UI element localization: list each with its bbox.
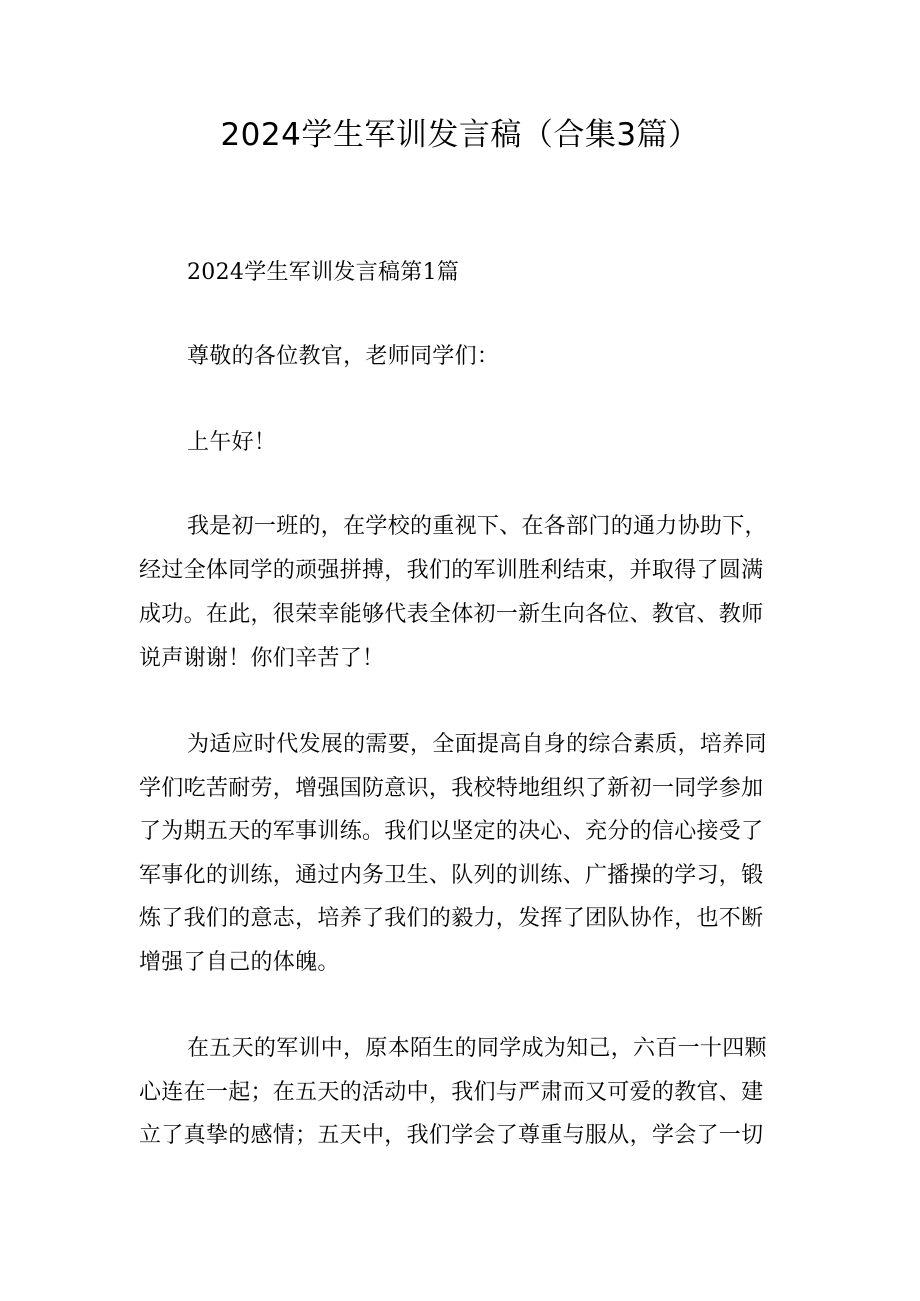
greeting: 上午好！: [187, 430, 277, 455]
salutation: 尊敬的各位教官，老师同学们：: [187, 344, 500, 369]
paragraph-line: 学们吃苦耐劳，增强国防意识，我校特地组织了新初一同学参加: [139, 776, 764, 801]
paragraph-line: 成功。在此，很荣幸能够代表全体初一新生向各位、教官、教师: [139, 602, 764, 627]
paragraph-line: 军事化的训练，通过内务卫生、队列的训练、广播操的学习，锻: [139, 863, 764, 888]
paragraph-line: 增强了自己的体魄。: [139, 950, 340, 975]
section-heading: 2024学生军训发言稿第1篇: [187, 260, 460, 285]
paragraph-line: 在五天的军训中，原本陌生的同学成为知己，六百一十四颗: [187, 1036, 767, 1061]
paragraph-line: 立了真挚的感情；五天中，我们学会了尊重与服从，学会了一切: [139, 1123, 764, 1148]
paragraph-line: 我是初一班的，在学校的重视下、在各部门的通力协助下，: [187, 514, 767, 539]
document-title: 2024学生军训发言稿（合集3篇）: [220, 117, 700, 153]
paragraph-line: 心连在一起；在五天的活动中，我们与严肃而又可爱的教官、建: [139, 1080, 764, 1105]
paragraph-line: 经过全体同学的顽强拼搏，我们的军训胜利结束，并取得了圆满: [139, 558, 764, 583]
paragraph-line: 说声谢谢！你们辛苦了！: [139, 646, 385, 671]
paragraph-line: 炼了我们的意志，培养了我们的毅力，发挥了团队协作，也不断: [139, 906, 764, 931]
paragraph-line: 为适应时代发展的需要，全面提高自身的综合素质，培养同: [187, 732, 767, 757]
paragraph-line: 了为期五天的军事训练。我们以坚定的决心、充分的信心接受了: [139, 819, 764, 844]
